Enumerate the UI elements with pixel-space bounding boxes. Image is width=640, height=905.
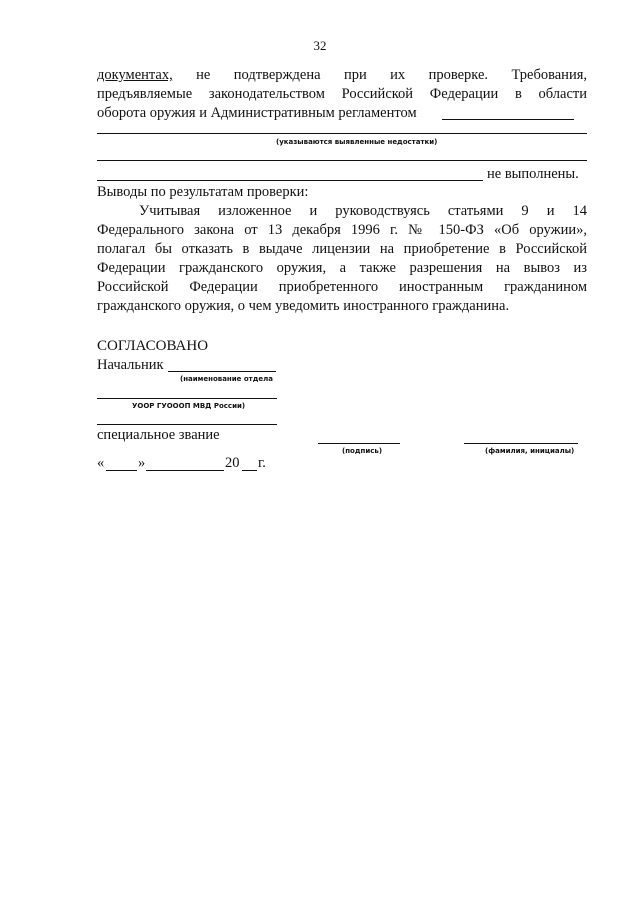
conclusion-line: Федерации гражданского оружия, а также разрешения на вывоз из bbox=[97, 260, 587, 276]
deficiencies-line-3 bbox=[97, 180, 483, 181]
date-year-line bbox=[242, 470, 257, 471]
caption-name: (фамилия, инициалы) bbox=[485, 447, 575, 455]
regulation-blank-line bbox=[442, 119, 574, 120]
conclusion-paragraph bbox=[97, 202, 587, 316]
underlined-word: документах, bbox=[97, 67, 173, 83]
page-number: 32 bbox=[313, 38, 327, 53]
conclusion-line: Российской Федерации приобретенного иностранным гражданином bbox=[97, 279, 587, 295]
caption-department: (наименование отдела bbox=[180, 375, 273, 383]
department-line bbox=[97, 398, 277, 399]
paragraph-line-1: документах, не подтверждена при их проверке. Требования, bbox=[97, 67, 587, 83]
conclusion-line: Учитывая изложенное и руководствуясь статьями 9 и 14 bbox=[139, 203, 587, 219]
date-year-suffix: г. bbox=[258, 455, 266, 471]
date-year-prefix: 20 bbox=[225, 455, 240, 471]
caption-uoor: УООР ГУОООП МВД России) bbox=[132, 402, 246, 410]
conclusion-line: полагал бы отказать в выдаче лицензии на приобретение в Российской bbox=[97, 241, 587, 257]
chief-blank-line bbox=[168, 371, 276, 372]
date-day-line bbox=[106, 470, 137, 471]
signature-line bbox=[318, 443, 400, 444]
deficiencies-line-2 bbox=[97, 160, 587, 161]
caption-deficiencies: (указываются выявленные недостатки) bbox=[276, 138, 438, 146]
date-month-line bbox=[146, 470, 224, 471]
date-close-quote: » bbox=[138, 455, 146, 471]
approved-heading: СОГЛАСОВАНО bbox=[97, 338, 209, 354]
conclusion-line: Федерального закона от 13 декабря 1996 г. № 150-ФЗ «Об оружии», bbox=[97, 222, 587, 238]
conclusion-line: гражданского оружия, о чем уведомить иностранного гражданина. bbox=[97, 298, 510, 314]
conclusions-heading: Выводы по результатам проверки: bbox=[97, 184, 309, 200]
not-fulfilled-text: не выполнены. bbox=[487, 166, 579, 182]
paragraph-line-2: предъявляемые законодательством Российской Федерации в области bbox=[97, 86, 587, 102]
name-line bbox=[464, 443, 578, 444]
special-rank-label: специальное звание bbox=[97, 427, 220, 443]
paragraph-line-3: оборота оружия и Административным регламентом bbox=[97, 105, 417, 121]
deficiencies-line-1 bbox=[97, 133, 587, 134]
caption-signature: (подпись) bbox=[342, 447, 383, 455]
opening-paragraph bbox=[97, 66, 587, 123]
date-open-quote: « bbox=[97, 455, 105, 471]
chief-label: Начальник bbox=[97, 357, 164, 373]
department-line-2 bbox=[97, 424, 277, 425]
